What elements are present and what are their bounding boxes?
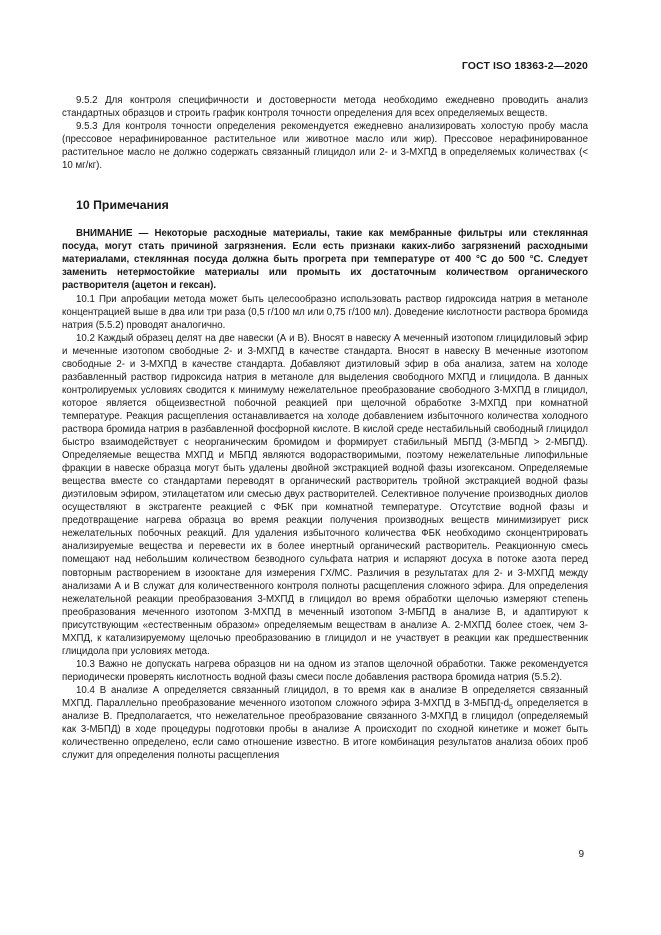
- section-title-10: 10 Примечания: [76, 198, 169, 213]
- paragraph-10-1: 10.1 При апробации метода может быть целесообразно использовать раствор гидроксида натрия в метаноле концентрацией выше в два или три раза (0,5 г/100 мл или 0,75 г/100 мл). Доведение кислотности раствора бромида натрия (5.5.2) проводят аналогично.: [62, 293, 588, 331]
- paragraph-9-5-3: 9.5.3 Для контроля точности определения рекомендуется ежедневно анализировать холостую пробу масла (прессовое нерафинированное растительное или животное масло или жир). Прессовое нерафинированное растительное масло не должно содержать связанный глицидол или 2- и 3-МХПД в определяемых количествах (< 10 мг/кг).: [62, 121, 588, 172]
- paragraph-9-5-2: 9.5.2 Для контроля специфичности и достоверности метода необходимо ежедневно проводить анализ стандартных образцов и строить график контроля точности определения для всех определяемых веществ.: [62, 95, 588, 120]
- subscript-5: 5: [508, 703, 513, 711]
- document-code-header: ГОСТ ISO 18363-2—2020: [461, 60, 588, 72]
- page-number: 9: [578, 849, 584, 860]
- paragraph-10-4-part-a: 10.4 В анализе А определяется связанный глицидол, в то время как в анализе В определяется связанный МХПД. Параллельно преобразование меченного изотопом сложного эфира 3-МХПД в 3-МБПД-d: [62, 684, 588, 709]
- warning-paragraph: ВНИМАНИЕ — Некоторые расходные материалы, такие как мембранные фильтры или стеклянная посуда, могут стать причиной загрязнения. Если есть признаки каких-либо загрязнений расходными материалами, стеклянная посуда должна быть прогрета при температуре от 400 °С до 500 °С. Следует заменить нетермостойкие материалы или промыть их достаточным количеством органического растворителя (ацетон и гексан).: [62, 228, 588, 292]
- paragraph-10-4-part-b: определяется в анализе В. Предполагается, что нежелательное преобразование связанного 3-МХПД в глицидол (определяемый как 3-МБПД) в ходе процедуры подготовки пробы в анализе А происходит по сходной кинетике и может быть количественно определено, если само отношение известно. В итоге комбинация результатов анализа обоих проб служит для определения полноты расщепления: [62, 697, 588, 762]
- paragraph-10-4: [62, 684, 588, 762]
- paragraph-10-2: 10.2 Каждый образец делят на две навески (А и В). Вносят в навеску А меченный изотопом глицидиловый эфир и меченные изотопом свободные 2- и 3-МХПД в качестве стандарта. Вносят в навеску В меченные изотопом свободные 2- и 3-МХПД в качестве стандарта. Добавляют диэтиловый эфир в оба анализа, затем на холоде разбавленный раствор гидроксида натрия в метаноле для выделения свободного МХПД и глицидола. В данных контролируемых условиях сводится к минимуму нежелательное преобразование свободного 3-МХПД в глицидол, которое является общеизвестной побочной реакцией при щелочной обработке 3-МХПД при комнатной температуре. Реакция расщепления останавливается на холоде добавлением избыточного количества холодного раствора бромида натрия в разбавленной фосфорной кислоте. В кислой среде нестабильный свободный глицидол быстро взаимодействует с неорганическим бромидом и формирует стабильный МБПД (3-МБПД > 2-МБПД). Определяемые вещества МХПД и МБПД являются водорастворимыми, поэтому нежелательные липофильные фракции в навеске образца могут быть удалены двойной экстракцией водной фазы изогексаном. Определяемые вещества вместе со стандартами переводят в органический растворитель тройной экстракцией водной фазы диэтиловым эфиром, этилацетатом или смесью двух растворителей. Селективное получение производных диолов осуществляют в экстрагенте реакцией с ФБК при комнатной температуре. Отсутствие водной фазы и предотвращение нагрева образца во время реакции получения производных веществ минимизирует риск нежелательных побочных реакций. Для удаления избыточного количества ФБК необходимо сконцентрировать анализируемые вещества и перевести их в более инертный органический растворитель. Реакционную смесь помещают над небольшим количеством безводного сульфата натрия и испаряют досуха в потоке азота перед повторным растворением в изооктане для измерения ГХ/МС. Различия в результатах для 2- и 3-МХПД между анализами А и В служат для количественного контроля полноты расщепления сложного эфира. Для определения нежелательной реакции преобразования 3-МХПД в глицидол во время обработки щелочью измеряют степень преобразования меченного изотопом 3-МХПД в меченный изотопом 3-МБПД в анализе В, и адаптируют к присутствующим «естественным образом» определяемым веществам в анализе А. 2-МХПД более стоек, чем 3-МХПД, к катализируемому щелочью преобразованию в глицидол и не участвует в реакции как предшественник глицидола при условиях метода.: [62, 332, 588, 657]
- document-body: [62, 94, 588, 762]
- paragraph-10-3: 10.3 Важно не допускать нагрева образцов ни на одном из этапов щелочной обработки. Также рекомендуется периодически проверять кислотность водной фазы смеси после добавления раствора бромида натрия (5.5.2).: [62, 658, 588, 683]
